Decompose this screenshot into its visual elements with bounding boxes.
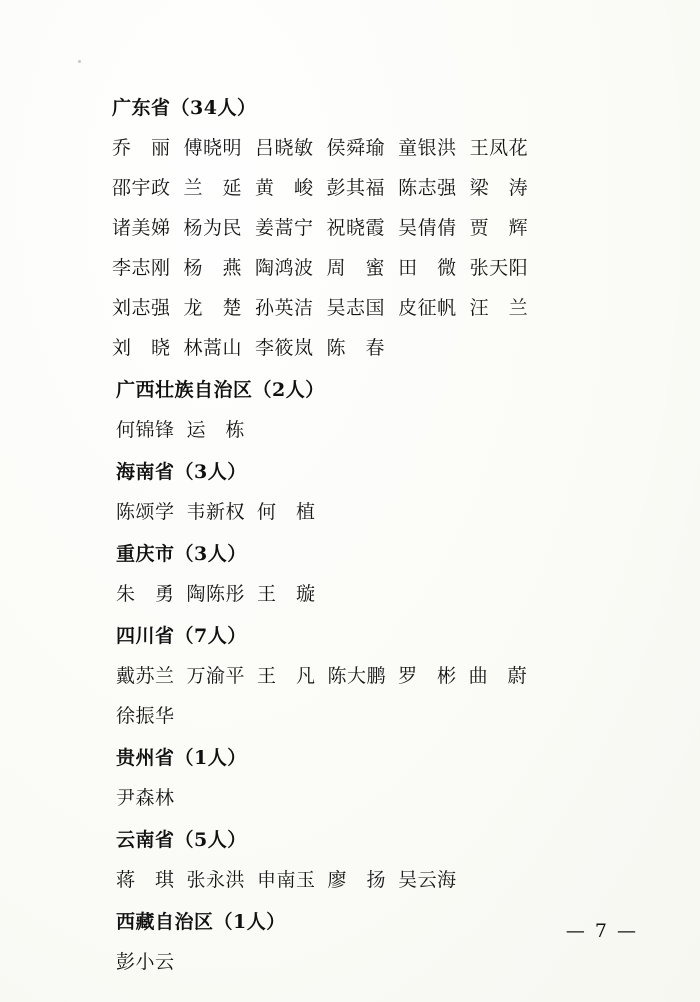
province-section bbox=[112, 452, 582, 532]
person-name: 申南玉 bbox=[257, 869, 316, 891]
name-row bbox=[112, 208, 582, 248]
province-heading: 重庆市（3人） bbox=[116, 543, 247, 565]
province-heading: 贵州省（1人） bbox=[116, 747, 247, 769]
person-name: 陈 春 bbox=[326, 337, 386, 359]
person-name: 何 植 bbox=[257, 501, 316, 523]
province-heading: 广西壮族自治区（2人） bbox=[116, 379, 325, 401]
person-name: 王 璇 bbox=[257, 583, 316, 605]
person-name: 彭其福 bbox=[326, 177, 386, 199]
person-name: 龙 楚 bbox=[183, 297, 243, 319]
person-name: 杨 燕 bbox=[183, 257, 243, 279]
person-name: 陈志强 bbox=[398, 177, 457, 199]
person-name: 祝晓霞 bbox=[326, 217, 386, 239]
person-name: 吴云海 bbox=[398, 869, 457, 891]
province-section bbox=[112, 738, 582, 818]
province-section bbox=[112, 820, 582, 900]
person-name: 陈大鹏 bbox=[327, 665, 387, 687]
person-name: 陈颂学 bbox=[116, 501, 175, 523]
person-name: 姜蒿宁 bbox=[255, 217, 314, 239]
person-name: 汪 兰 bbox=[469, 297, 529, 319]
person-name: 李志刚 bbox=[112, 257, 171, 279]
person-name: 诸美娣 bbox=[112, 217, 171, 239]
province-heading: 西藏自治区（1人） bbox=[116, 911, 286, 933]
person-name: 吴倩倩 bbox=[398, 217, 457, 239]
person-name: 吕晓敏 bbox=[255, 137, 314, 159]
name-row bbox=[112, 574, 582, 614]
person-name: 韦新权 bbox=[186, 501, 246, 523]
person-name: 黄 峻 bbox=[255, 177, 314, 199]
person-name: 李筱岚 bbox=[255, 337, 314, 359]
person-name: 周 蜜 bbox=[326, 257, 386, 279]
province-heading: 广东省（34人） bbox=[112, 97, 257, 119]
person-name: 林蒿山 bbox=[183, 337, 243, 359]
person-name: 侯舜瑜 bbox=[326, 137, 386, 159]
person-name: 曲 蔚 bbox=[468, 665, 528, 687]
person-name: 张天阳 bbox=[469, 257, 529, 279]
person-name: 张永洪 bbox=[186, 869, 246, 891]
name-row bbox=[112, 410, 582, 450]
province-heading: 云南省（5人） bbox=[116, 829, 247, 851]
person-name: 孙英洁 bbox=[255, 297, 314, 319]
person-name: 蒋 琪 bbox=[116, 869, 175, 891]
person-name: 尹森林 bbox=[116, 787, 175, 809]
person-name: 徐振华 bbox=[116, 705, 175, 727]
name-row bbox=[112, 248, 582, 288]
province-heading: 海南省（3人） bbox=[116, 461, 247, 483]
province-section bbox=[112, 88, 582, 368]
person-name: 兰 延 bbox=[183, 177, 243, 199]
person-name: 罗 彬 bbox=[398, 665, 457, 687]
name-row bbox=[112, 942, 582, 982]
person-name: 戴苏兰 bbox=[116, 665, 175, 687]
page-number: — 7 — bbox=[565, 920, 638, 942]
person-name: 何锦锋 bbox=[116, 419, 175, 441]
person-name: 杨为民 bbox=[183, 217, 243, 239]
person-name: 田 微 bbox=[398, 257, 457, 279]
name-row bbox=[112, 128, 582, 168]
province-section bbox=[112, 534, 582, 614]
name-row bbox=[112, 288, 582, 328]
person-name: 王凤花 bbox=[469, 137, 529, 159]
person-name: 彭小云 bbox=[116, 951, 175, 973]
province-section bbox=[112, 370, 582, 450]
document-body bbox=[112, 88, 582, 984]
name-row bbox=[112, 696, 582, 736]
person-name: 运 栋 bbox=[186, 419, 246, 441]
person-name: 陶陈彤 bbox=[186, 583, 246, 605]
name-row bbox=[112, 656, 582, 696]
person-name: 朱 勇 bbox=[116, 583, 175, 605]
province-section bbox=[112, 902, 582, 982]
name-row bbox=[112, 778, 582, 818]
person-name: 邵宇政 bbox=[112, 177, 171, 199]
person-name: 傅晓明 bbox=[183, 137, 243, 159]
province-section bbox=[112, 616, 582, 736]
scan-speck bbox=[78, 60, 81, 63]
name-row bbox=[112, 168, 582, 208]
person-name: 乔 丽 bbox=[112, 137, 171, 159]
person-name: 贾 辉 bbox=[469, 217, 529, 239]
person-name: 陶鸿波 bbox=[255, 257, 314, 279]
person-name: 吴志国 bbox=[326, 297, 386, 319]
person-name: 童银洪 bbox=[398, 137, 457, 159]
person-name: 刘 晓 bbox=[112, 337, 171, 359]
person-name: 梁 涛 bbox=[469, 177, 529, 199]
name-row bbox=[112, 860, 582, 900]
province-heading: 四川省（7人） bbox=[116, 625, 247, 647]
person-name: 万渝平 bbox=[186, 665, 246, 687]
person-name: 皮征帆 bbox=[398, 297, 457, 319]
name-row bbox=[112, 328, 582, 368]
person-name: 廖 扬 bbox=[327, 869, 387, 891]
person-name: 刘志强 bbox=[112, 297, 171, 319]
person-name: 王 凡 bbox=[257, 665, 316, 687]
name-row bbox=[112, 492, 582, 532]
